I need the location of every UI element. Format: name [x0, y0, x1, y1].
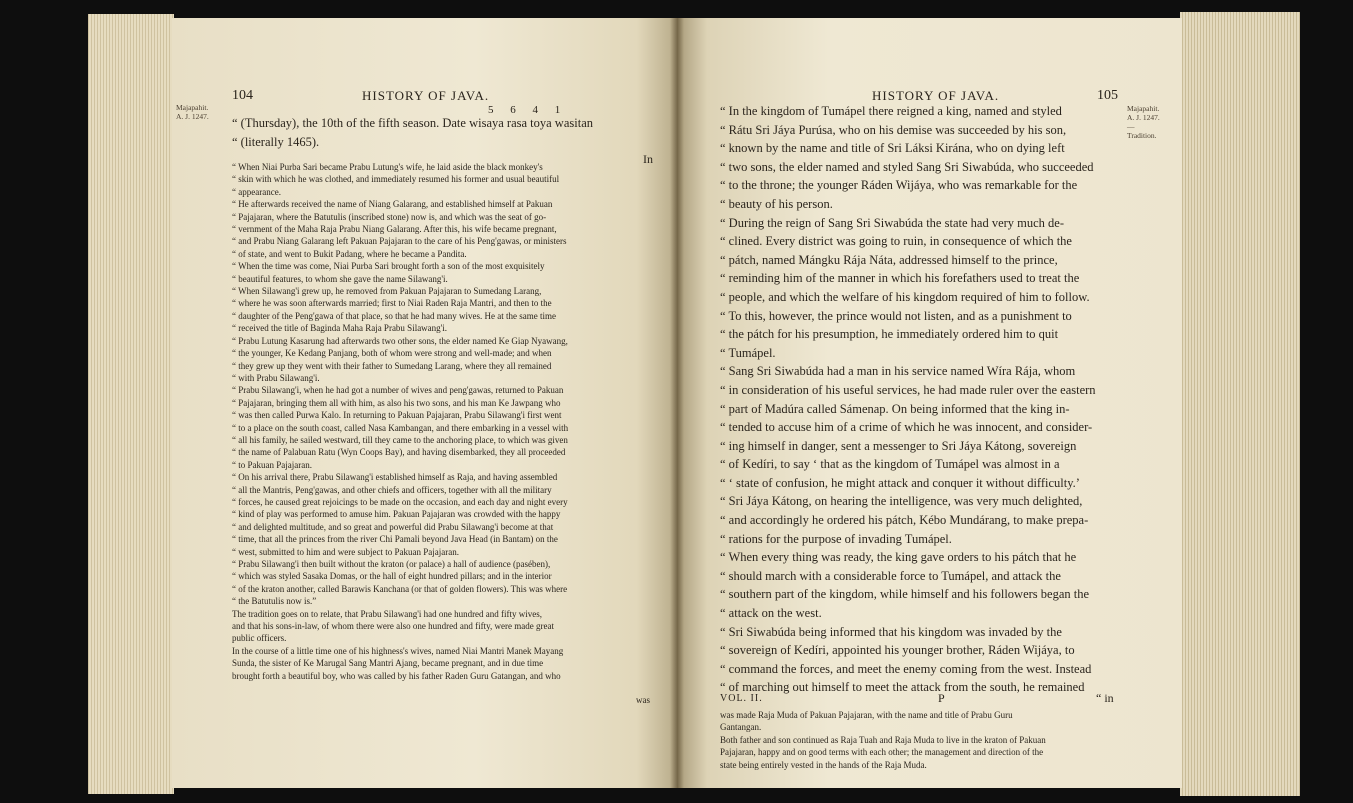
text-line: “ reminding him of the manner in which his forefathers used to treat the: [720, 271, 1080, 286]
footnote-line: “ beautiful features, to whom she gave the name Silawang'i.: [232, 273, 448, 284]
margin-note-line: —: [1127, 122, 1135, 131]
text-line: “ When every thing was ready, the king gave orders to his pátch that he: [720, 550, 1077, 565]
text-line: “ (literally 1465).: [232, 134, 320, 149]
volume-label: VOL. II.: [720, 693, 763, 704]
margin-note-line: A. J. 1247.: [1127, 113, 1160, 122]
text-line: “ beauty of his person.: [720, 196, 833, 211]
footnote-line: “ kind of play was performed to amuse him. Pakuan Pajajaran was crowded with the happy: [232, 509, 561, 520]
footnote-line: “ was then called Purwa Kalo. In returning to Pakuan Pajajaran, Prabu Silawang'i first went: [232, 410, 562, 421]
margin-note-line: Tradition.: [1127, 131, 1157, 140]
left-running-head: HISTORY OF JAVA.: [362, 88, 490, 103]
catchword-right: “ in: [1096, 691, 1114, 705]
text-line: “ Sri Siwabúda being informed that his kingdom was invaded by the: [720, 624, 1062, 639]
right-running-head: HISTORY OF JAVA.: [872, 88, 1000, 103]
footnote-line: “ and delighted multitude, and so great and powerful did Prabu Silawang'i become at that: [232, 521, 554, 532]
left-page-edges: [88, 14, 174, 794]
footnote-line: “ When Silawang'i grew up, he removed from Pakuan Pajajaran to Sumedang Larang,: [232, 286, 542, 297]
footnote-line: “ they grew up they went with their father to Sumedang Larang, where they all remained: [232, 360, 552, 371]
margin-note-line: Majapahit.: [176, 103, 209, 112]
catchword-top: In: [643, 152, 653, 166]
text-line: “ rations for the purpose of invading Tumápel.: [720, 531, 952, 546]
signature-mark: P: [938, 691, 945, 705]
right-margin-note: [1127, 104, 1160, 140]
footnote-line: “ Pajajaran, bringing them all with him, as also his two sons, and his man Ke Jawpang who: [232, 397, 561, 408]
text-line: “ the pátch for his presumption, he immediately ordered him to quit: [720, 327, 1059, 342]
text-line: “ should march with a considerable force to Tumápel, and attack the: [720, 568, 1061, 583]
footnote-line: “ On his arrival there, Prabu Silawang'i established himself as Raja, and having assembled: [232, 472, 558, 483]
footnote-line: “ appearance.: [232, 186, 281, 197]
text-line: “ ‘ state of confusion, he might attack and conquer it without difficulty.’: [720, 475, 1080, 490]
text-line: “ During the reign of Sang Sri Siwabúda the state had very much de-: [720, 215, 1065, 230]
footnote-line: Pajajaran, happy and on good terms with each other; the management and direction of the: [720, 747, 1044, 758]
footnote-line: “ Prabu Lutung Kasarung had afterwards two other sons, the elder named Ke Giap Nyawang,: [232, 335, 568, 346]
footnote-line: Gantangan.: [720, 722, 762, 733]
text-line: “ clined. Every district was going to ruin, in consequence of which the: [720, 234, 1072, 249]
margin-note-line: A. J. 1247.: [176, 112, 209, 121]
footnote-line: “ vernment of the Maha Raja Prabu Niang Galarang. After this, his wife became pregnant,: [232, 224, 557, 235]
footnote-line: “ the Batutulis now is.”: [232, 596, 317, 607]
footnote-line: “ all his family, he sailed westward, till they came to the anchoring place, to which was given: [232, 434, 568, 445]
footnote-line: “ Prabu Silawang'i, when he had got a number of wives and peng'gawas, returned to Pakuan: [232, 385, 564, 396]
text-line: “ in consideration of his useful services, he had made ruler over the eastern: [720, 382, 1096, 397]
text-line: “ Sang Sri Siwabúda had a man in his service named Wíra Rája, whom: [720, 364, 1076, 379]
right-footnote: [720, 709, 1120, 771]
footnote-line: “ Pajajaran, where the Batutulis (inscribed stone) now is, and which was the seat of go-: [232, 211, 547, 222]
footnote-line: “ west, submitted to him and were subject to Pakuan Pajajaran.: [232, 546, 459, 557]
text-line: “ people, and which the welfare of his kingdom required of him to follow.: [720, 289, 1090, 304]
date-numerals: 5 6 4 1: [488, 104, 561, 116]
text-line: “ Rátu Sri Jáya Purúsa, who on his demise was succeeded by his son,: [720, 122, 1067, 137]
text-line: “ tended to accuse him of a crime of which he was innocent, and consider-: [720, 420, 1093, 435]
text-line: “ of marching out himself to meet the attack from the south, he remained: [720, 680, 1085, 695]
text-line: “ ing himself in danger, sent a messenger to Sri Jáya Kátong, sovereign: [720, 438, 1077, 453]
right-main-text: [720, 102, 1120, 697]
text-line: “ southern part of the kingdom, while himself and his followers began the: [720, 587, 1090, 602]
footnote-line: “ time, that all the princes from the river Chi Pamali beyond Java Head (in Bantam) on the: [232, 534, 558, 545]
text-line: “ and accordingly he ordered his pátch, Kébo Mundárang, to make prepa-: [720, 513, 1089, 528]
footnote-line: “ received the title of Baginda Maha Raja Prabu Silawang'i.: [232, 323, 448, 334]
footnote-line: Sunda, the sister of Ke Marugal Sang Mantri Ajang, became pregnant, and in due time: [232, 658, 544, 669]
footnote-line: In the course of a little time one of his highness's wives, named Niai Mantri Manek Mayang: [232, 645, 564, 656]
text-line: “ known by the name and title of Sri Láksi Kirána, who on dying left: [720, 141, 1065, 156]
book-gutter: [670, 18, 684, 788]
text-line: “ to the throne; the younger Ráden Wijáya, who was remarkable for the: [720, 178, 1078, 193]
footnote-line: “ and Prabu Niang Galarang left Pakuan Pajajaran to the care of his Peng'gawas, or ministers: [232, 236, 567, 247]
text-line: “ To this, however, the prince would not listen, and as a punishment to: [720, 308, 1072, 323]
footnote-line: “ skin with which he was clothed, and immediately resumed his former and usual beautiful: [232, 174, 560, 185]
footnote-line: “ When the time was come, Niai Purba Sari brought forth a son of the most exquisitely: [232, 261, 545, 272]
text-line: “ two sons, the elder named and styled Sang Sri Siwabúda, who succeeded: [720, 159, 1094, 174]
footnote-line: and that his sons-in-law, of whom there were also one hundred and fifty, were made great: [232, 621, 554, 632]
text-line: “ pátch, named Mángku Rája Náta, addressed himself to the prince,: [720, 252, 1058, 267]
text-line: “ sovereign of Kedíri, appointed his younger brother, Ráden Wijáya, to: [720, 643, 1075, 658]
footnote-line: “ When Niai Purba Sari became Prabu Lutung's wife, he laid aside the black monkey's: [232, 162, 543, 172]
footnote-line: “ where he was soon afterwards married; first to Niai Raden Raja Mantri, and then to the: [232, 298, 552, 309]
right-page-edges: [1180, 12, 1300, 796]
footnote-line: “ of state, and went to Bukit Padang, where he became a Pandita.: [232, 248, 467, 259]
left-page-number: 104: [232, 88, 253, 103]
text-line: “ In the kingdom of Tumápel there reigned a king, named and styled: [720, 104, 1062, 118]
margin-note-line: Majapahit.: [1127, 104, 1160, 113]
left-main-text: [232, 114, 660, 151]
right-page-number: 105: [1097, 88, 1118, 103]
footnote-line: “ which was styled Sasaka Domas, or the hall of eight hundred pillars; and in the interior: [232, 571, 552, 582]
footnote-line: “ to Pakuan Pajajaran.: [232, 459, 312, 470]
footnote-line: The tradition goes on to relate, that Prabu Silawang'i had one hundred and fifty wives,: [232, 608, 543, 619]
footnote-line: “ He afterwards received the name of Niang Galarang, and established himself at Pakuan: [232, 199, 553, 210]
footnote-line: “ the younger, Ke Kedang Panjang, both of whom were strong and well-made; and when: [232, 348, 552, 359]
footnote-line: “ forces, he caused great rejoicings to be made on the occasion, and each day and night every: [232, 496, 568, 507]
text-line: “ part of Madúra called Sámenap. On being informed that the king in-: [720, 401, 1070, 416]
footnote-line: was made Raja Muda of Pakuan Pajajaran, with the name and title of Prabu Guru: [720, 710, 1013, 720]
footnote-line: brought forth a beautiful boy, who was called by his father Raden Guru Gatangan, and who: [232, 670, 561, 681]
footnote-line: “ Prabu Silawang'i then built without the kraton (or palace) a hall of audience (pasében),: [232, 559, 551, 569]
footnote-line: public officers.: [232, 633, 287, 644]
text-line: “ (Thursday), the 10th of the fifth season. Date wisaya rasa toya wasitan: [232, 116, 593, 130]
footnote-line: state being entirely vested in the hands of the Raja Muda.: [720, 759, 927, 770]
left-margin-note: [176, 103, 209, 121]
footnote-line: “ all the Mantris, Peng'gawas, and other chiefs and officers, together with all the military: [232, 484, 552, 495]
footnote-line: “ the name of Palabuan Ratu (Wyn Coops Bay), and having disembarked, they all proceeded: [232, 447, 566, 458]
footnote-line: “ of the kraton another, called Barawis Kanchana (or that of golden flowers). This was where: [232, 583, 568, 594]
footnote-line: “ daughter of the Peng'gawa of that place, so that he had many wives. He at the same time: [232, 310, 557, 321]
text-line: “ Sri Jáya Kátong, on hearing the intelligence, was very much delighted,: [720, 494, 1083, 509]
footnote-line: Both father and son continued as Raja Tuah and Raja Muda to live in the kraton of Pakuan: [720, 734, 1046, 745]
text-line: “ attack on the west.: [720, 606, 822, 621]
text-line: “ Tumápel.: [720, 345, 776, 360]
footnote-line: “ with Prabu Silawang'i.: [232, 372, 320, 383]
footnote-line: “ to a place on the south coast, called Nasa Kambangan, and there embarking in a vessel with: [232, 422, 569, 433]
text-line: “ command the forces, and meet the enemy coming from the west. Instead: [720, 661, 1092, 676]
catchword-bottom: was: [636, 695, 650, 705]
left-footnote: [232, 161, 660, 682]
text-line: “ of Kedíri, to say ‘ that as the kingdom of Tumápel was almost in a: [720, 457, 1060, 472]
